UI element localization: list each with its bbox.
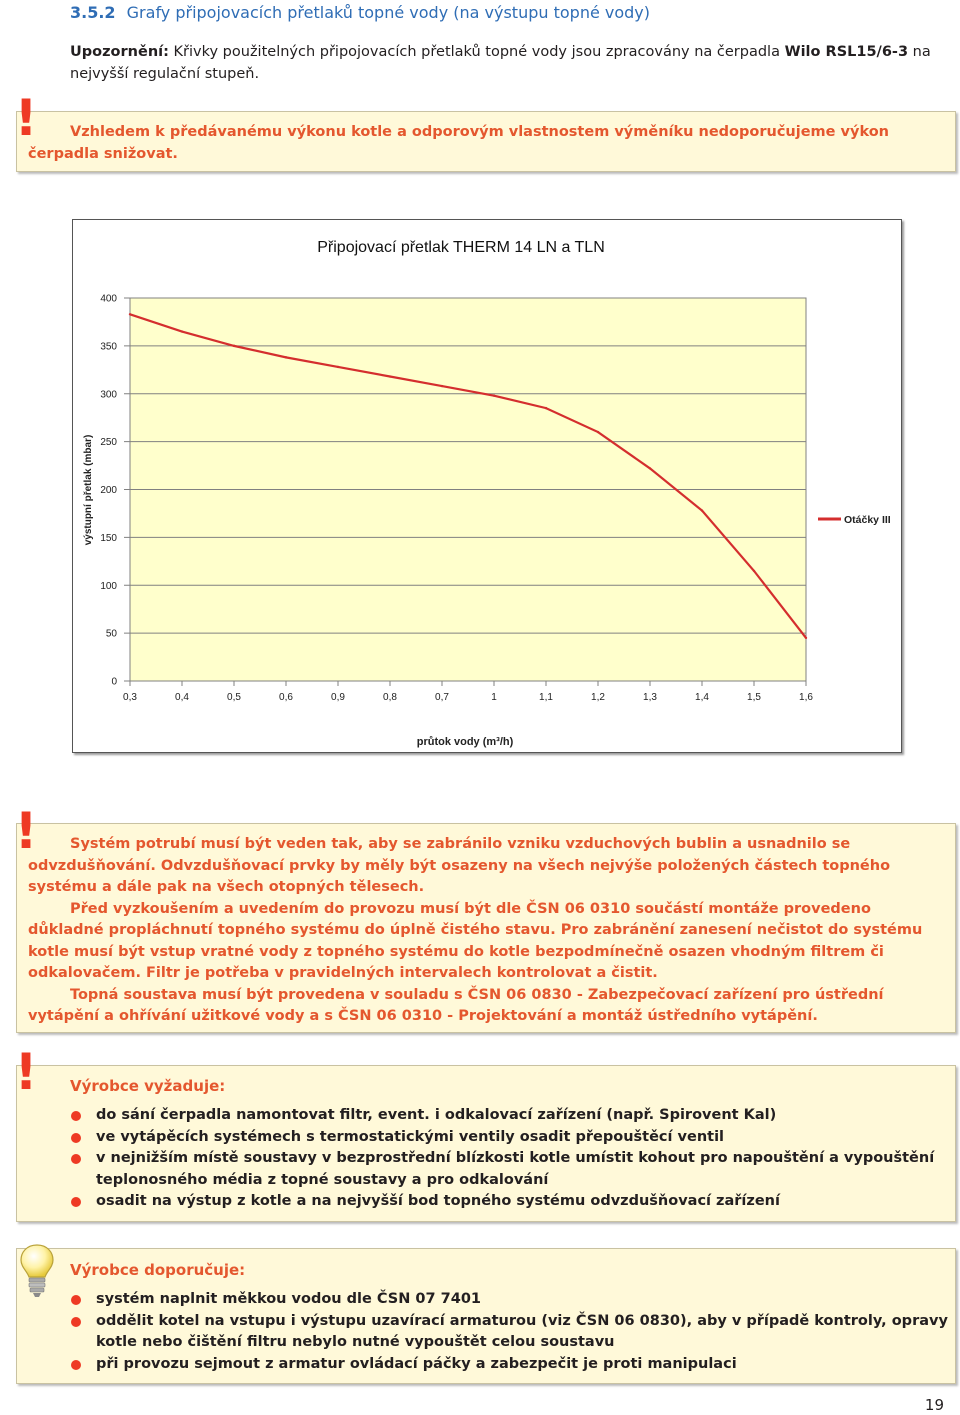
requires-item: ve vytápěcích systémech s termostatickými ventily osadit přepouštěcí ventil (70, 1127, 948, 1149)
recommends-item: oddělit kotel na vstupu i výstupu uzavírací armaturou (viz ČSN 06 0830), aby v případě kontroly, opravy kotle nebo čištění filtru nebylo nutné vypouštět celou soustavu (70, 1311, 948, 1354)
warning-1-text: Vzhledem k předávanému výkonu kotle a odporovým vlastnostem výměníku nedoporučujeme výkon čerpadla snižovat. (28, 124, 889, 162)
warning-box-1 (16, 111, 956, 172)
y-tick-label: 0 (111, 676, 117, 688)
x-tick-label: 1,3 (643, 692, 657, 703)
y-tick-label: 400 (100, 293, 117, 305)
warning-2-p2: Před vyzkoušením a uvedením do provozu musí být dle ČSN 06 0310 součástí montáže provedeno důkladné propláchnutí topného systému do úplně čistého stavu. Pro zabránění zanesení nečistot do systému kotle musí být vstup vratné vody z topného systému do kotle bezpodmínečně osazen vhodným filtrem či odkalovačem. Filtr je potřeba v pravidelných intervalech kontrolovat a čistit. (28, 900, 923, 981)
requires-item: osadit na výstup z kotle a na nejvyšší bod topného systému odvzdušňovací zařízení (70, 1191, 948, 1213)
series-point (389, 375, 391, 377)
x-tick-label: 0,3 (123, 692, 137, 703)
x-tick-label: 1 (491, 692, 497, 703)
series-point (493, 394, 495, 396)
warning-box-2 (16, 823, 956, 1033)
x-tick-label: 1,2 (591, 692, 605, 703)
x-tick-label: 1,6 (799, 692, 813, 703)
series-point (181, 330, 183, 332)
series-point (753, 570, 755, 572)
section-number: 3.5.2 (70, 3, 116, 22)
section-title (70, 3, 650, 22)
recommends-title: Výrobce doporučuje: (70, 1261, 246, 1279)
requires-item: v nejnižším místě soustavy v bezprostřední blízkosti kotle umístit kohout pro napouštění a vypouštění teplonosného média z topné soustavy a pro odkalování (70, 1148, 948, 1191)
recommends-item: při provozu sejmout z armatur ovládací páčky a zabezpečit je proti manipulaci (70, 1354, 948, 1376)
recommends-item: systém naplnit měkkou vodou dle ČSN 07 7401 (70, 1289, 948, 1311)
y-tick-label: 250 (100, 437, 117, 449)
x-tick-label: 0,9 (331, 692, 345, 703)
legend-label: Otáčky III (844, 514, 891, 526)
x-tick-label: 0,7 (435, 692, 449, 703)
lightbulb-icon (18, 1242, 56, 1300)
pressure-chart (73, 220, 901, 752)
exclamation-icon: ! (14, 1043, 38, 1101)
x-tick-label: 1,5 (747, 692, 761, 703)
notice-pump: Wilo RSL15/6-3 (784, 44, 909, 60)
notice (70, 41, 950, 85)
series-point (597, 431, 599, 433)
series-point (285, 356, 287, 358)
requires-item: do sání čerpadla namontovat filtr, event. i odkalovací zařízení (např. Spirovent Kal) (70, 1105, 948, 1127)
series-point (649, 467, 651, 469)
series-point (805, 637, 807, 639)
y-tick-label: 50 (105, 628, 117, 640)
series-point (545, 407, 547, 409)
warning-2-body (28, 834, 948, 1028)
notice-label: Upozornění: (70, 44, 169, 60)
x-tick-label: 1,1 (539, 692, 553, 703)
page-number: 19 (924, 1396, 944, 1414)
x-tick-label: 0,8 (383, 692, 397, 703)
x-axis-label: průtok vody (m³/h) (416, 736, 514, 748)
x-tick-label: 0,6 (279, 692, 293, 703)
notice-text2: na nejvyšší regulační stupeň. (70, 44, 931, 82)
notice-text1: Křivky použitelných připojovacích přetlaků topné vody jsou zpracovány na čerpadla (168, 44, 785, 60)
chart-title: Připojovací přetlak THERM 14 LN a TLN (317, 239, 605, 256)
x-tick-label: 0,4 (175, 692, 189, 703)
x-tick-label: 1,4 (695, 692, 709, 703)
y-tick-label: 300 (100, 389, 117, 401)
series-point (441, 385, 443, 387)
recommends-box (16, 1248, 956, 1384)
exclamation-icon: ! (14, 802, 38, 860)
series-point (129, 313, 131, 315)
series-point (701, 509, 703, 511)
warning-2-p3: Topná soustava musí být provedena v souladu s ČSN 06 0830 - Zabezpečovací zařízení pro ústřední vytápění a ohřívání užitkové vody a s ČSN 06 0310 - Projektování a montáž ústředního vytápění. (28, 986, 884, 1024)
section-title-text: Grafy připojovacích přetlaků topné vody (na výstupu topné vody) (126, 3, 651, 22)
series-point (233, 345, 235, 347)
y-tick-label: 200 (100, 485, 117, 496)
chart-frame (72, 219, 902, 753)
y-tick-label: 350 (100, 341, 117, 353)
series-point (337, 366, 339, 368)
warning-2-p1: Systém potrubí musí být veden tak, aby se zabránilo vzniku vzduchových bublin a usnadnilo se odvzdušňování. Odvzdušňovací prvky by měly být osazeny na všech nejvýše položených částech topného systému a dále pak na všech otopných tělesech. (28, 836, 891, 895)
y-tick-label: 150 (100, 532, 117, 544)
requires-box (16, 1065, 956, 1222)
y-tick-label: 100 (100, 580, 117, 592)
y-axis-label: výstupní přetlak (mbar) (83, 434, 94, 546)
requires-title: Výrobce vyžaduje: (70, 1077, 226, 1095)
x-tick-label: 0,5 (227, 692, 241, 703)
requires-list (70, 1105, 948, 1213)
exclamation-icon: ! (14, 89, 38, 147)
recommends-list (70, 1289, 948, 1375)
